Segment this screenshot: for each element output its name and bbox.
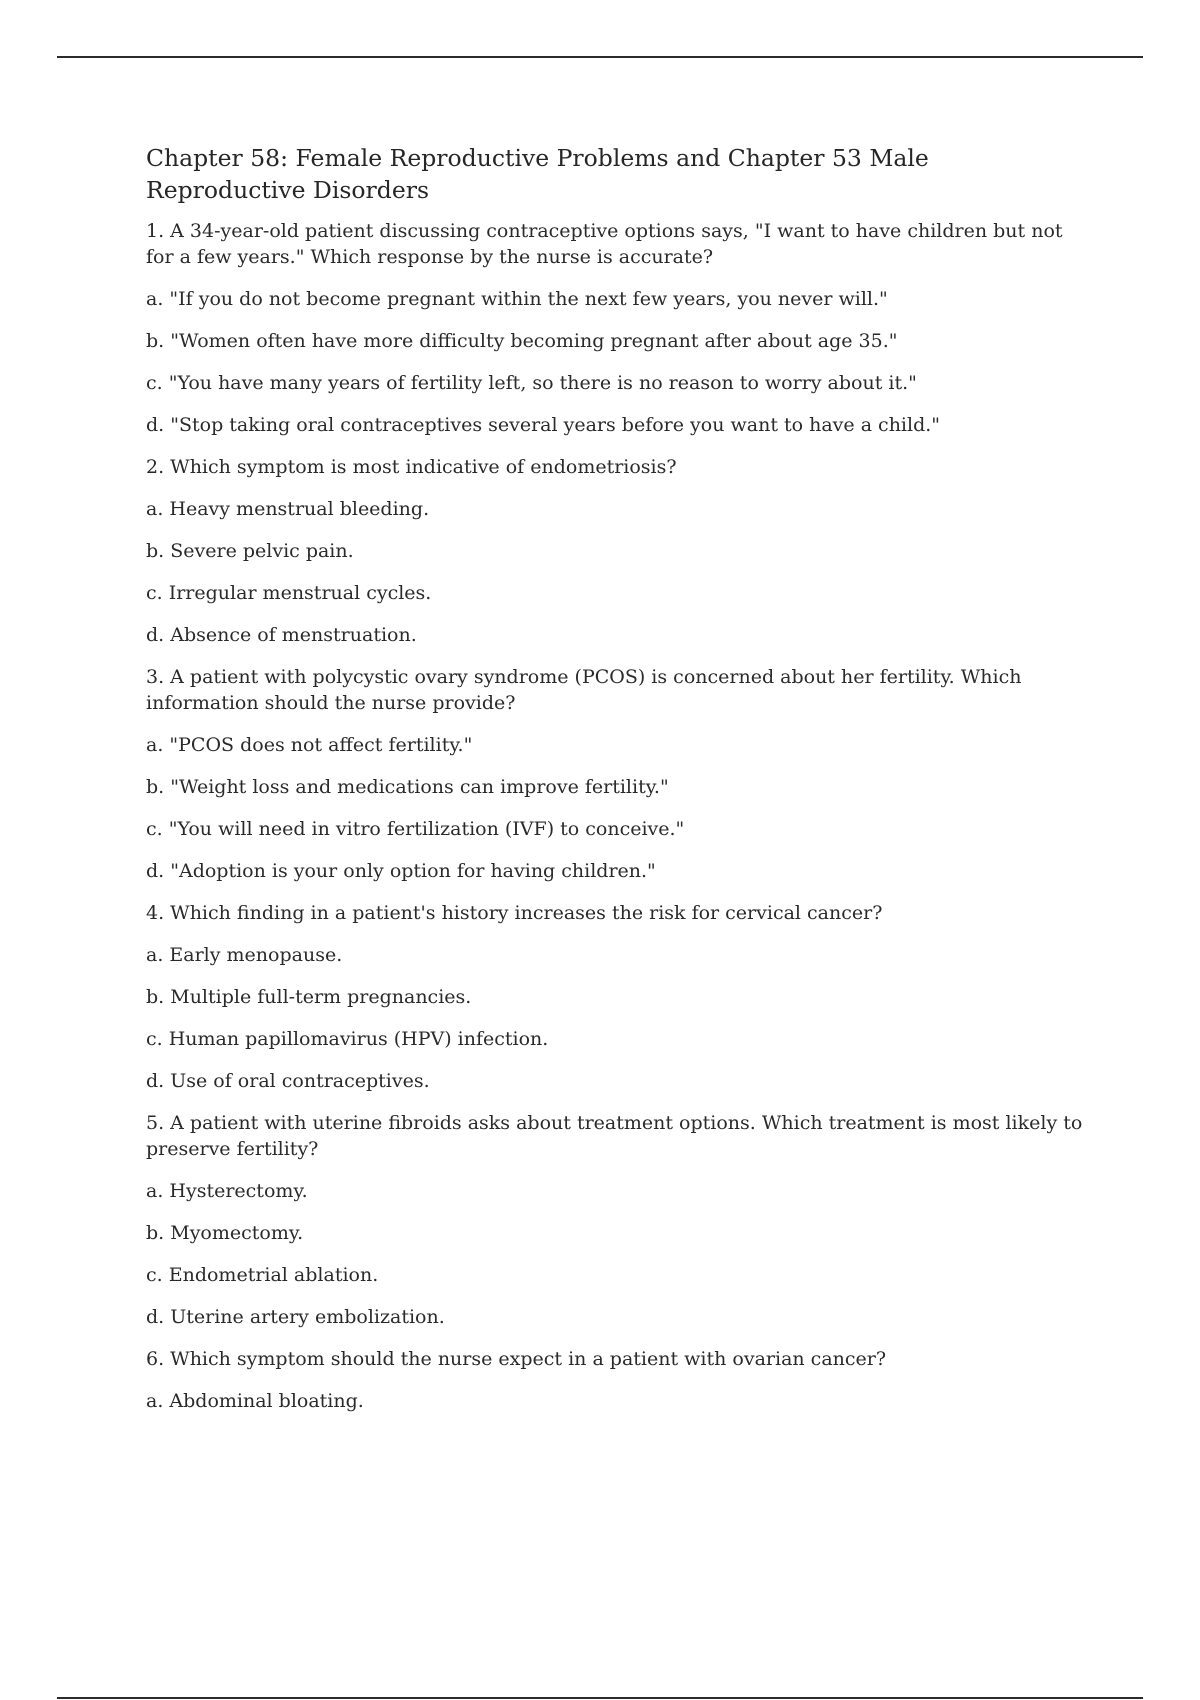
question-3-option-c: c. "You will need in vitro fertilization (IVF) to conceive." — [146, 818, 685, 840]
question-2-option-b: b. Severe pelvic pain. — [146, 540, 354, 562]
question-6-option-a: a. Abdominal bloating. — [146, 1390, 364, 1412]
question-4-option-d: d. Use of oral contraceptives. — [146, 1070, 430, 1092]
question-3-option-a: a. "PCOS does not affect fertility." — [146, 734, 473, 756]
question-4-option-c: c. Human papillomavirus (HPV) infection. — [146, 1028, 549, 1050]
question-1: 1. A 34-year-old patient discussing contraceptive options says, "I want to have children but not for a few years." Which response by the nurse is accurate? — [146, 220, 1063, 268]
question-1-option-a: a. "If you do not become pregnant within the next few years, you never will." — [146, 288, 888, 310]
question-1-option-b: b. "Women often have more difficulty becoming pregnant after about age 35." — [146, 330, 898, 352]
footer-rule — [57, 1697, 1143, 1699]
question-3-option-b: b. "Weight loss and medications can improve fertility." — [146, 776, 669, 798]
question-5-option-b: b. Myomectomy. — [146, 1222, 304, 1244]
question-5-option-c: c. Endometrial ablation. — [146, 1264, 379, 1286]
question-4-option-b: b. Multiple full-term pregnancies. — [146, 986, 472, 1008]
question-5-option-a: a. Hysterectomy. — [146, 1180, 308, 1202]
question-4-option-a: a. Early menopause. — [146, 944, 343, 966]
document-body — [146, 142, 1086, 1430]
question-4: 4. Which finding in a patient's history increases the risk for cervical cancer? — [146, 902, 883, 924]
question-list — [146, 218, 1086, 1414]
question-6: 6. Which symptom should the nurse expect in a patient with ovarian cancer? — [146, 1348, 887, 1370]
question-3: 3. A patient with polycystic ovary syndrome (PCOS) is concerned about her fertility. Which information should the nurse provide? — [146, 666, 1022, 714]
document-title: Chapter 58: Female Reproductive Problems and Chapter 53 Male Reproductive Disorders — [146, 144, 929, 204]
question-1-option-d: d. "Stop taking oral contraceptives several years before you want to have a child." — [146, 414, 941, 436]
question-2-option-c: c. Irregular menstrual cycles. — [146, 582, 432, 604]
question-2-option-d: d. Absence of menstruation. — [146, 624, 417, 646]
header-rule — [57, 56, 1143, 58]
question-3-option-d: d. "Adoption is your only option for having children." — [146, 860, 656, 882]
question-5-option-d: d. Uterine artery embolization. — [146, 1306, 445, 1328]
question-2-option-a: a. Heavy menstrual bleeding. — [146, 498, 430, 520]
question-2: 2. Which symptom is most indicative of endometriosis? — [146, 456, 677, 478]
question-1-option-c: c. "You have many years of fertility left, so there is no reason to worry about it." — [146, 372, 917, 394]
question-5: 5. A patient with uterine fibroids asks about treatment options. Which treatment is most likely to preserve fertility? — [146, 1112, 1083, 1160]
